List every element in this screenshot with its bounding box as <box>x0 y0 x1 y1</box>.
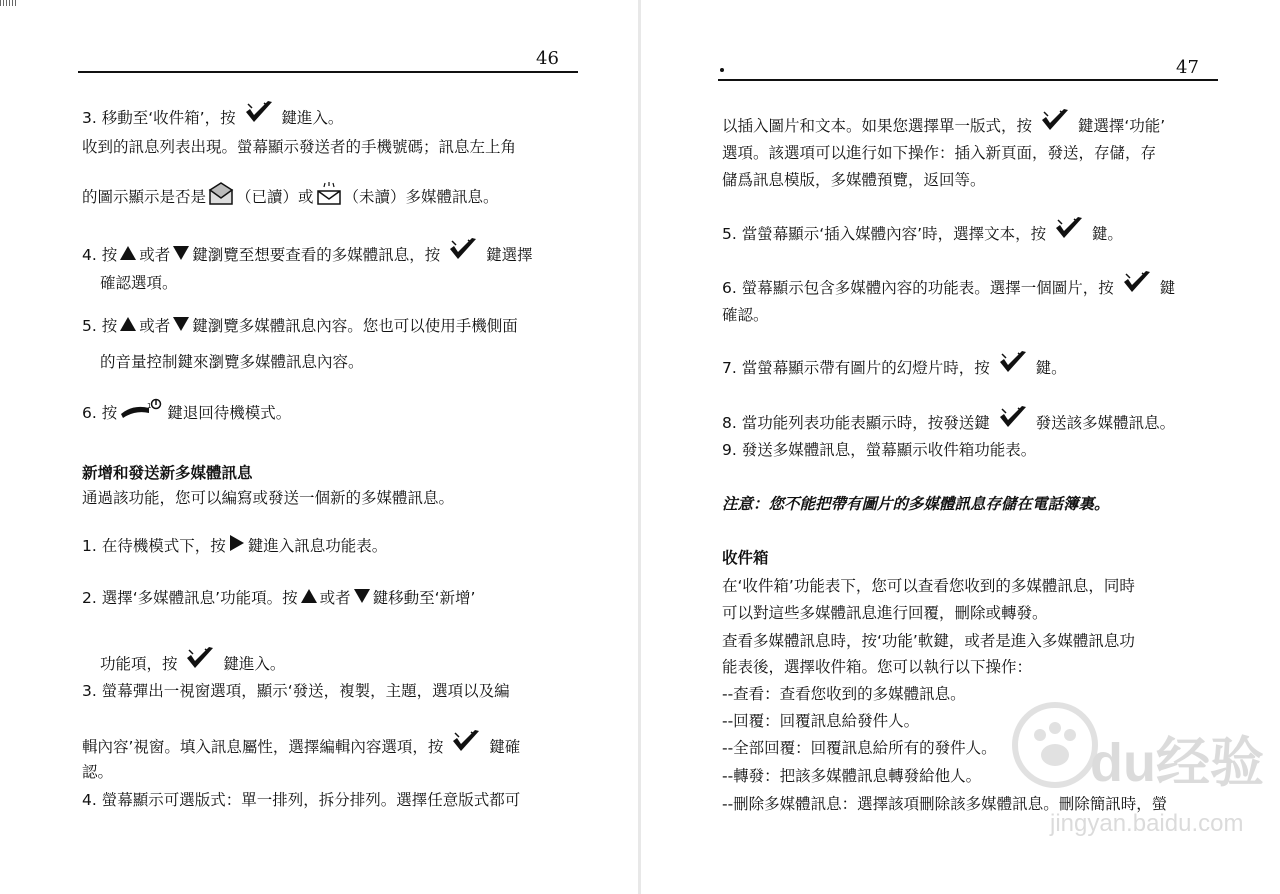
text-line <box>722 657 1032 677</box>
line-text: 3. 移動至‘收件箱’，按 <box>82 109 241 127</box>
text-line <box>82 729 520 757</box>
line-text: 在‘收件箱’功能表下，您可以查看您收到的多媒體訊息，同時 <box>722 577 1135 595</box>
page-number: 47 <box>1176 57 1199 78</box>
line-text: 鍵進入。 <box>218 655 286 673</box>
text-line <box>722 350 1067 378</box>
read-message-envelope-icon <box>208 182 234 206</box>
line-text: 或者 <box>319 589 351 607</box>
line-text: 3. 螢幕彈出一視窗選項，顯示‘發送，複製，主題，選項以及編 <box>82 682 510 700</box>
text-line <box>722 684 966 704</box>
line-text: 注意：您不能把帶有圖片的多媒體訊息存儲在電話簿裏。 <box>722 495 1110 513</box>
line-text: 7. 當螢幕顯示帶有圖片的幻燈片時，按 <box>722 359 995 377</box>
line-text: 輯內容’視窗。填入訊息屬性，選擇編輯內容選項，按 <box>82 738 449 756</box>
text-line <box>722 711 919 731</box>
text-line <box>82 237 533 265</box>
line-text: 鍵 <box>1154 279 1176 297</box>
text-line <box>722 108 1165 136</box>
line-text: 以插入圖片和文本。如果您選擇單一版式，按 <box>722 117 1037 135</box>
text-line <box>82 790 520 810</box>
line-text: 鍵選擇‘功能’ <box>1072 117 1166 135</box>
line-text: 鍵。 <box>1030 359 1067 377</box>
line-text: 發送該多媒體訊息。 <box>1030 414 1176 432</box>
watermark-url: jingyan.baidu.com <box>1050 810 1244 837</box>
line-text: 9. 發送多媒體訊息，螢幕顯示收件箱功能表。 <box>722 441 1037 459</box>
line-text: 鍵進入訊息功能表。 <box>247 537 388 555</box>
checkmark-key-icon <box>1122 270 1152 296</box>
text-line <box>722 405 1175 433</box>
unread-message-envelope-icon <box>316 182 342 206</box>
line-text: 可以對這些多媒體訊息進行回覆，刪除或轉發。 <box>722 604 1048 622</box>
line-text: 5. 當螢幕顯示‘插入媒體內容’時，選擇文本，按 <box>722 225 1051 243</box>
line-text: 4. 螢幕顯示可選版式：單一排列，拆分排列。選擇任意版式都可 <box>82 791 521 809</box>
text-line <box>722 170 986 190</box>
line-text: （未讀）多媒體訊息。 <box>343 188 499 206</box>
line-text: 2. 選擇‘多媒體訊息’功能項。按 <box>82 589 298 607</box>
line-text: 鍵退回待機模式。 <box>167 404 292 422</box>
down-arrow-key-icon <box>172 245 190 261</box>
line-text: --查看：查看您收到的多媒體訊息。 <box>722 685 966 703</box>
text-line <box>722 270 1175 298</box>
text-line <box>100 646 285 674</box>
line-text: --轉發：把該多媒體訊息轉發給他人。 <box>722 767 982 785</box>
line-text: 確認選項。 <box>100 274 178 292</box>
line-text: 查看多媒體訊息時，按‘功能’軟鍵，或者是進入多媒體訊息功 <box>722 632 1135 650</box>
note-line <box>722 494 1110 514</box>
line-text: 收件箱 <box>722 549 769 567</box>
text-line <box>82 588 475 608</box>
text-line <box>722 738 997 758</box>
line-text: 功能項，按 <box>100 655 183 673</box>
scan-dot <box>720 68 724 72</box>
line-text: 鍵進入。 <box>276 109 344 127</box>
line-text: 的音量控制鍵來瀏覽多媒體訊息內容。 <box>100 353 364 371</box>
watermark <box>1010 700 1270 850</box>
line-text: 4. 按 <box>82 246 118 264</box>
line-text: 鍵。 <box>1087 225 1123 243</box>
checkmark-key-icon <box>1054 216 1084 242</box>
text-line <box>722 766 981 786</box>
text-line <box>82 488 454 508</box>
line-text: --全部回覆：回覆訊息給所有的發件人。 <box>722 739 997 757</box>
up-arrow-key-icon <box>119 245 137 261</box>
end-call-key-icon <box>119 398 165 420</box>
line-text: 8. 當功能列表功能表顯示時，按發送鍵 <box>722 414 995 432</box>
header-rule <box>718 79 1218 81</box>
line-text: （已讀）或 <box>236 188 314 206</box>
text-line <box>722 603 1048 623</box>
checkmark-key-icon <box>998 405 1028 431</box>
text-line <box>100 273 178 293</box>
line-text: 通過該功能，您可以編寫或發送一個新的多媒體訊息。 <box>82 489 455 507</box>
text-line <box>722 631 1135 651</box>
text-line <box>82 137 516 157</box>
checkmark-key-icon <box>998 350 1028 376</box>
line-text: 或者 <box>139 317 171 335</box>
section-heading <box>722 548 769 568</box>
up-arrow-key-icon <box>119 316 137 332</box>
line-text: 5. 按 <box>82 317 118 335</box>
text-line <box>82 398 291 423</box>
checkmark-key-icon <box>448 237 478 263</box>
line-text: 收到的訊息列表出現。螢幕顯示發送者的手機號碼；訊息左上角 <box>82 138 517 156</box>
checkmark-key-icon <box>244 100 274 126</box>
watermark-text: du经验 <box>1090 733 1264 793</box>
text-line <box>82 762 113 782</box>
text-line <box>82 316 518 336</box>
line-text: 能表後，選擇收件箱。您可以執行以下操作： <box>722 658 1033 676</box>
line-text: 或者 <box>139 246 171 264</box>
text-line <box>82 182 499 207</box>
page-number: 46 <box>536 48 559 69</box>
line-text: 6. 按 <box>82 404 118 422</box>
text-line <box>82 534 387 556</box>
header-rule <box>78 71 578 73</box>
line-text: 選項。該選項可以進行如下操作：插入新頁面，發送，存儲，存 <box>722 144 1157 162</box>
text-line <box>722 440 1036 460</box>
line-text: 儲爲訊息模版，多媒體預覽，返回等。 <box>722 171 986 189</box>
up-arrow-key-icon <box>300 588 318 604</box>
line-text: 鍵瀏覽至想要查看的多媒體訊息，按 <box>192 246 446 264</box>
svg-text:1: 1 <box>147 402 152 410</box>
line-text: 確認。 <box>722 306 769 324</box>
text-line <box>722 305 769 325</box>
line-text: 6. 螢幕顯示包含多媒體內容的功能表。選擇一個圖片，按 <box>722 279 1119 297</box>
checkmark-key-icon <box>185 646 215 672</box>
line-text: 的圖示顯示是否是 <box>82 188 207 206</box>
section-heading <box>82 463 253 483</box>
checkmark-key-icon <box>1040 108 1070 134</box>
line-text: 鍵選擇 <box>481 246 533 264</box>
text-line <box>722 576 1135 596</box>
text-line <box>722 143 1156 163</box>
checkmark-key-icon <box>451 729 481 755</box>
line-text: 1. 在待機模式下，按 <box>82 537 226 555</box>
line-text: 新增和發送新多媒體訊息 <box>82 464 253 482</box>
text-line <box>100 352 364 372</box>
paw-logo-icon <box>1010 700 1100 790</box>
text-line <box>82 100 343 128</box>
line-text: 鍵確 <box>484 738 521 756</box>
text-line <box>82 681 510 701</box>
line-text: --回覆：回覆訊息給發件人。 <box>722 712 920 730</box>
line-text: --刪除多媒體訊息：選擇該項刪除該多媒體訊息。刪除簡訊時，螢 <box>722 795 1168 813</box>
right-arrow-key-icon <box>228 534 246 550</box>
line-text: 鍵移動至‘新增’ <box>372 589 476 607</box>
text-line <box>722 216 1123 244</box>
down-arrow-key-icon <box>353 588 371 604</box>
line-text: 認。 <box>82 763 114 781</box>
down-arrow-key-icon <box>172 316 190 332</box>
line-text: 鍵瀏覽多媒體訊息內容。您也可以使用手機側面 <box>192 317 518 335</box>
